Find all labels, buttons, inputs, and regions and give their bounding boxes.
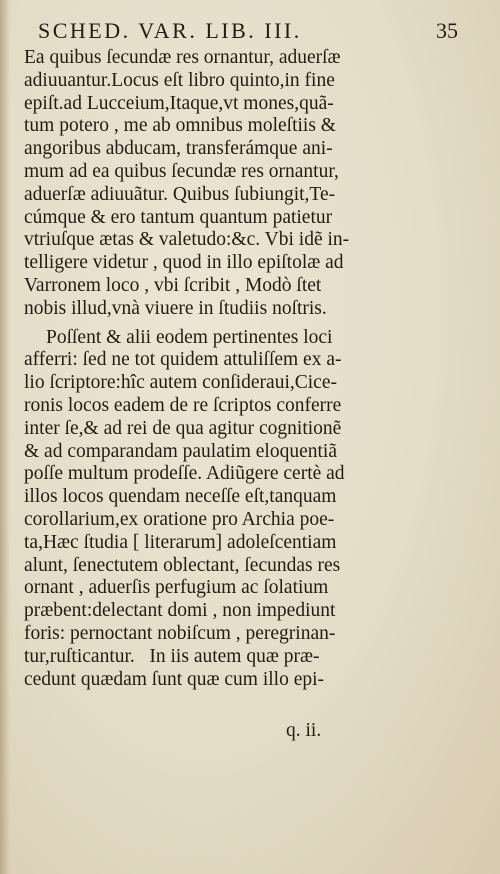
- text-line: epiſt.ad Lucceium,Itaque,vt mones,quã-: [24, 92, 334, 114]
- text-line: præbent:delectant domi , non impediunt: [24, 600, 336, 622]
- text-line: Ea quibus ſecundæ res ornantur, aduerſæ: [24, 47, 341, 68]
- text-line: cedunt quædam ſunt quæ cum illo epi-: [24, 668, 325, 690]
- text-line: telligere videtur , quod in illo epiſtolæ ad: [24, 252, 344, 274]
- running-head: SCHED. VAR. LIB. III.: [38, 18, 302, 43]
- text-line: lio ſcriptore:hîc autem conſideraui,Cice-: [24, 372, 337, 394]
- text-line: vtriuſque ætas & valetudo:&c. Vbi idẽ in-: [24, 229, 350, 251]
- text-line: nobis illud,vnà viuere in ſtudiis noſtris.: [24, 297, 327, 319]
- text-line: ronis locos eadem de re ſcriptos conferre: [24, 394, 342, 416]
- text-line: Poſſent & alii eodem pertinentes loci: [46, 326, 333, 348]
- paragraph-1: [24, 47, 376, 321]
- text-line: mum ad ea quibus ſecundæ res ornantur,: [24, 160, 339, 182]
- text-line: aduerſæ adiuuãtur. Quibus ſubiungit,Te-: [24, 183, 336, 205]
- page-header: [38, 16, 458, 48]
- text-line: inter ſe,& ad rei de qua agitur cognitionẽ: [24, 417, 342, 439]
- page-gutter-shadow: [0, 0, 10, 874]
- body-text: [24, 47, 376, 691]
- text-line: Varronem loco , vbi ſcribit , Modò ſtet: [24, 274, 322, 296]
- text-line: ta,Hæc ſtudia [ literarum] adoleſcentiam: [24, 531, 337, 553]
- text-line: angoribus abducam, transferámque ani-: [24, 138, 333, 160]
- text-line: foris: pernoctant nobiſcum , peregrinan-: [24, 622, 336, 644]
- text-line: poſſe multum prodeſſe. Adiũgere certè ad: [24, 463, 345, 485]
- text-line: adiuuantur.Locus eſt libro quinto,in fine: [24, 69, 335, 91]
- text-line: alunt, ſenectutem oblectant, ſecundas res: [24, 554, 341, 576]
- text-line: & ad comparandam paulatim eloquentiã: [24, 440, 337, 462]
- text-line: illos locos quendam neceſſe eſt,tanquam: [24, 486, 337, 508]
- signature-mark: q. ii.: [286, 720, 322, 741]
- text-line: tur,ruſticantur. In iis autem quæ præ-: [24, 645, 320, 667]
- page-number: 35: [436, 18, 458, 43]
- text-line: afferri: ſed ne tot quidem attuliſſem ex a-: [24, 349, 342, 371]
- paragraph-2: [24, 327, 376, 692]
- text-line: tum potero , me ab omnibus moleſtiis &: [24, 115, 336, 137]
- text-line: ornant , aduerſis perfugium ac ſolatium: [24, 577, 329, 599]
- text-line: corollarium,ex oratione pro Archia poe-: [24, 508, 335, 530]
- text-line: cúmque & ero tantum quantum patietur: [24, 206, 333, 228]
